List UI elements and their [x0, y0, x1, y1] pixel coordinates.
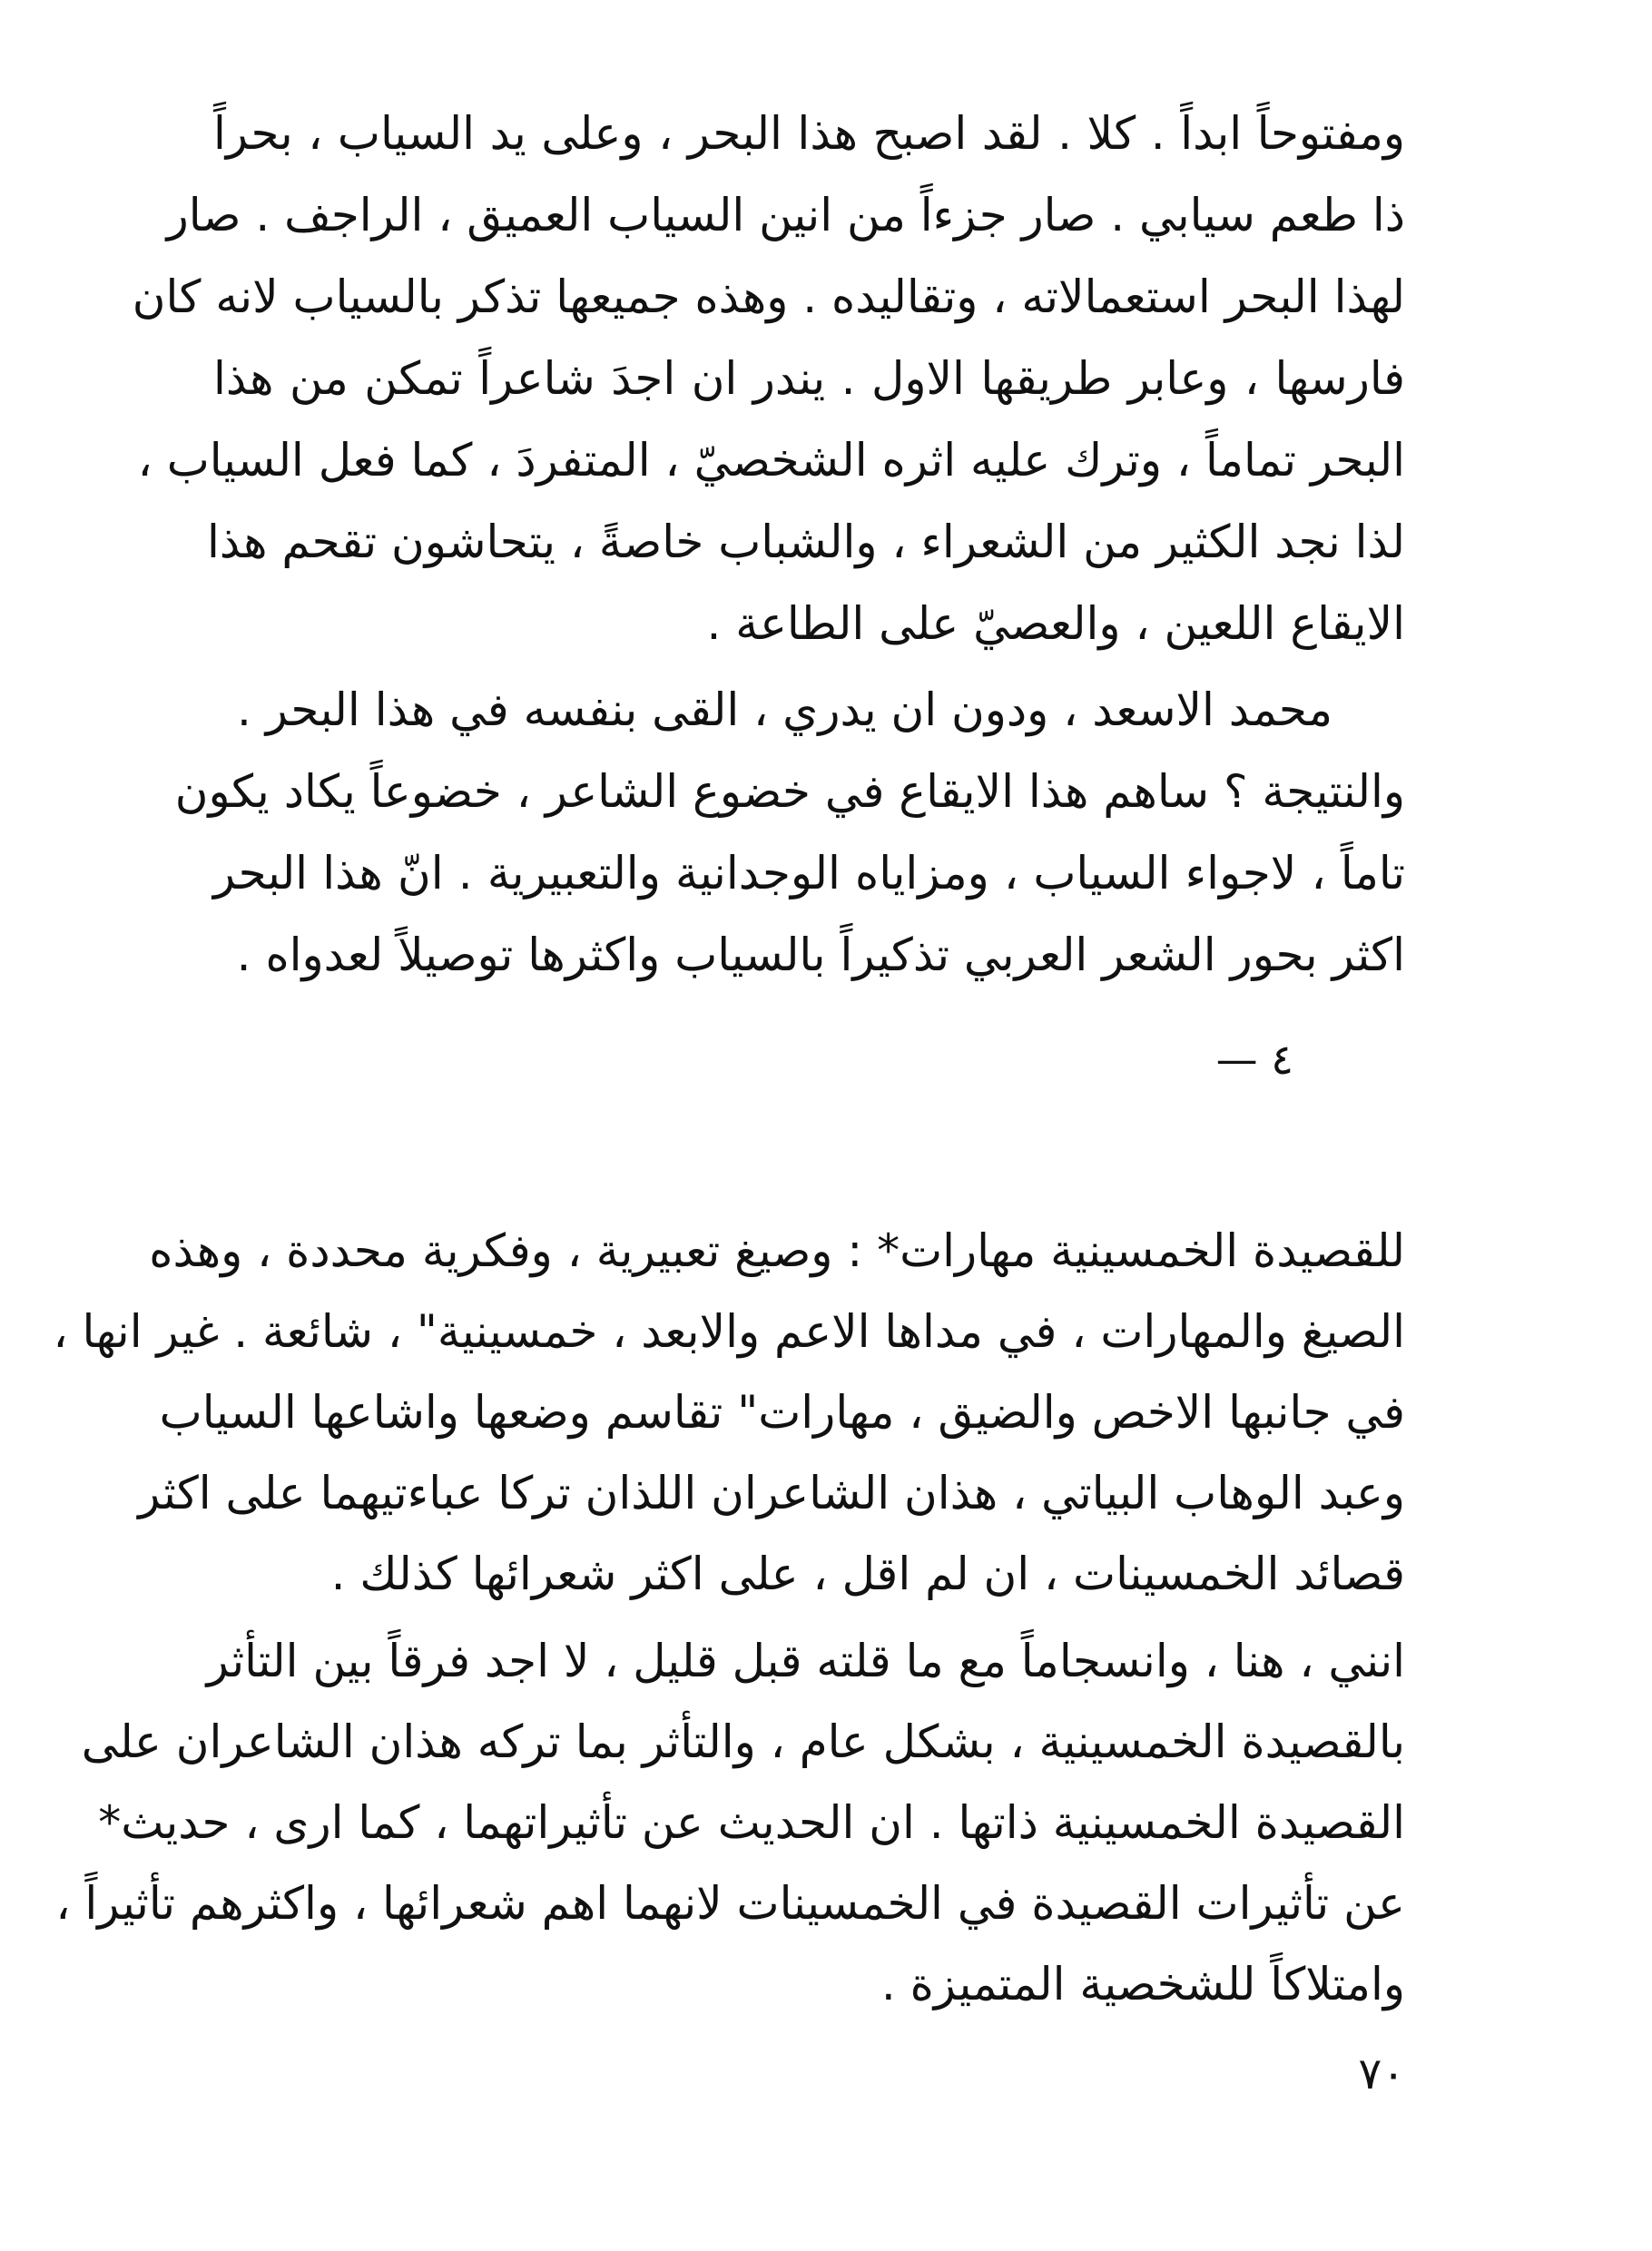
text-line: والنتيجة ؟ ساهم هذا الايقاع في خضوع الشاعر ، خضوعاً يكاد يكون [174, 765, 1405, 818]
text-line: للقصيدة الخمسينية مهارات* : وصيغ تعبيرية ، وفكرية محددة ، وهذه [149, 1224, 1405, 1277]
text-line: ذا طعم سيابي . صار جزءاً من انين السياب العميق ، الراجف . صار [166, 189, 1405, 241]
text-line: عن تأثيرات القصيدة في الخمسينات لانهما اهم شعرائها ، واكثرهم تأثيراً ، [55, 1877, 1405, 1930]
text-line: اكثر بحور الشعر العربي تذكيراً بالسياب واكثرها توصيلاً لعدواه . [236, 929, 1405, 981]
section-number: ٤ — [1215, 1035, 1293, 1084]
text-line: البحر تماماً ، وترك عليه اثره الشخصيّ ، المتفردَ ، كما فعل السياب ، [137, 434, 1405, 487]
page-number: ٧٠ [1358, 2049, 1405, 2099]
text-line: في جانبها الاخص والضيق ، مهارات" تقاسم وضعها واشاعها السياب [159, 1386, 1405, 1439]
text-line: الصيغ والمهارات ، في مداها الاعم والابعد ، خمسينية" ، شائعة . غير انها ، [53, 1305, 1405, 1358]
text-line: وعبد الوهاب البياتي ، هذان الشاعران اللذان تركا عباءتيهما على اكثر [138, 1467, 1405, 1519]
text-line: تاماً ، لاجواء السياب ، ومزاياه الوجدانية والتعبيرية . انّ هذا البحر [213, 847, 1405, 899]
text-line: ومفتوحاً ابداً . كلا . لقد اصبح هذا البحر ، وعلى يد السياب ، بحراً [213, 107, 1405, 160]
text-line: الايقاع اللعين ، والعصيّ على الطاعة . [706, 597, 1405, 650]
text-line: محمد الاسعد ، ودون ان يدري ، القى بنفسه في هذا البحر . [236, 683, 1332, 736]
text-line: فارسها ، وعابر طريقها الاول . يندر ان اجدَ شاعراً تمكن من هذا [213, 352, 1405, 405]
text-line: قصائد الخمسينات ، ان لم اقل ، على اكثر شعرائها كذلك . [330, 1548, 1405, 1600]
text-line: القصيدة الخمسينية ذاتها . ان الحديث عن تأثيراتهما ، كما ارى ، حديث* [98, 1796, 1405, 1849]
text-line: وامتلاكاً للشخصية المتميزة . [880, 1958, 1405, 2010]
text-line: بالقصيدة الخمسينية ، بشكل عام ، والتأثر بما تركه هذان الشاعران على [81, 1715, 1405, 1768]
text-line: انني ، هنا ، وانسجاماً مع ما قلته قبل قليل ، لا اجد فرقاً بين التأثر [206, 1635, 1405, 1687]
text-line: لذا نجد الكثير من الشعراء ، والشباب خاصةً ، يتحاشون تقحم هذا [207, 516, 1405, 568]
text-line: لهذا البحر استعمالاته ، وتقاليده . وهذه جميعها تذكر بالسياب لانه كان [132, 270, 1405, 323]
